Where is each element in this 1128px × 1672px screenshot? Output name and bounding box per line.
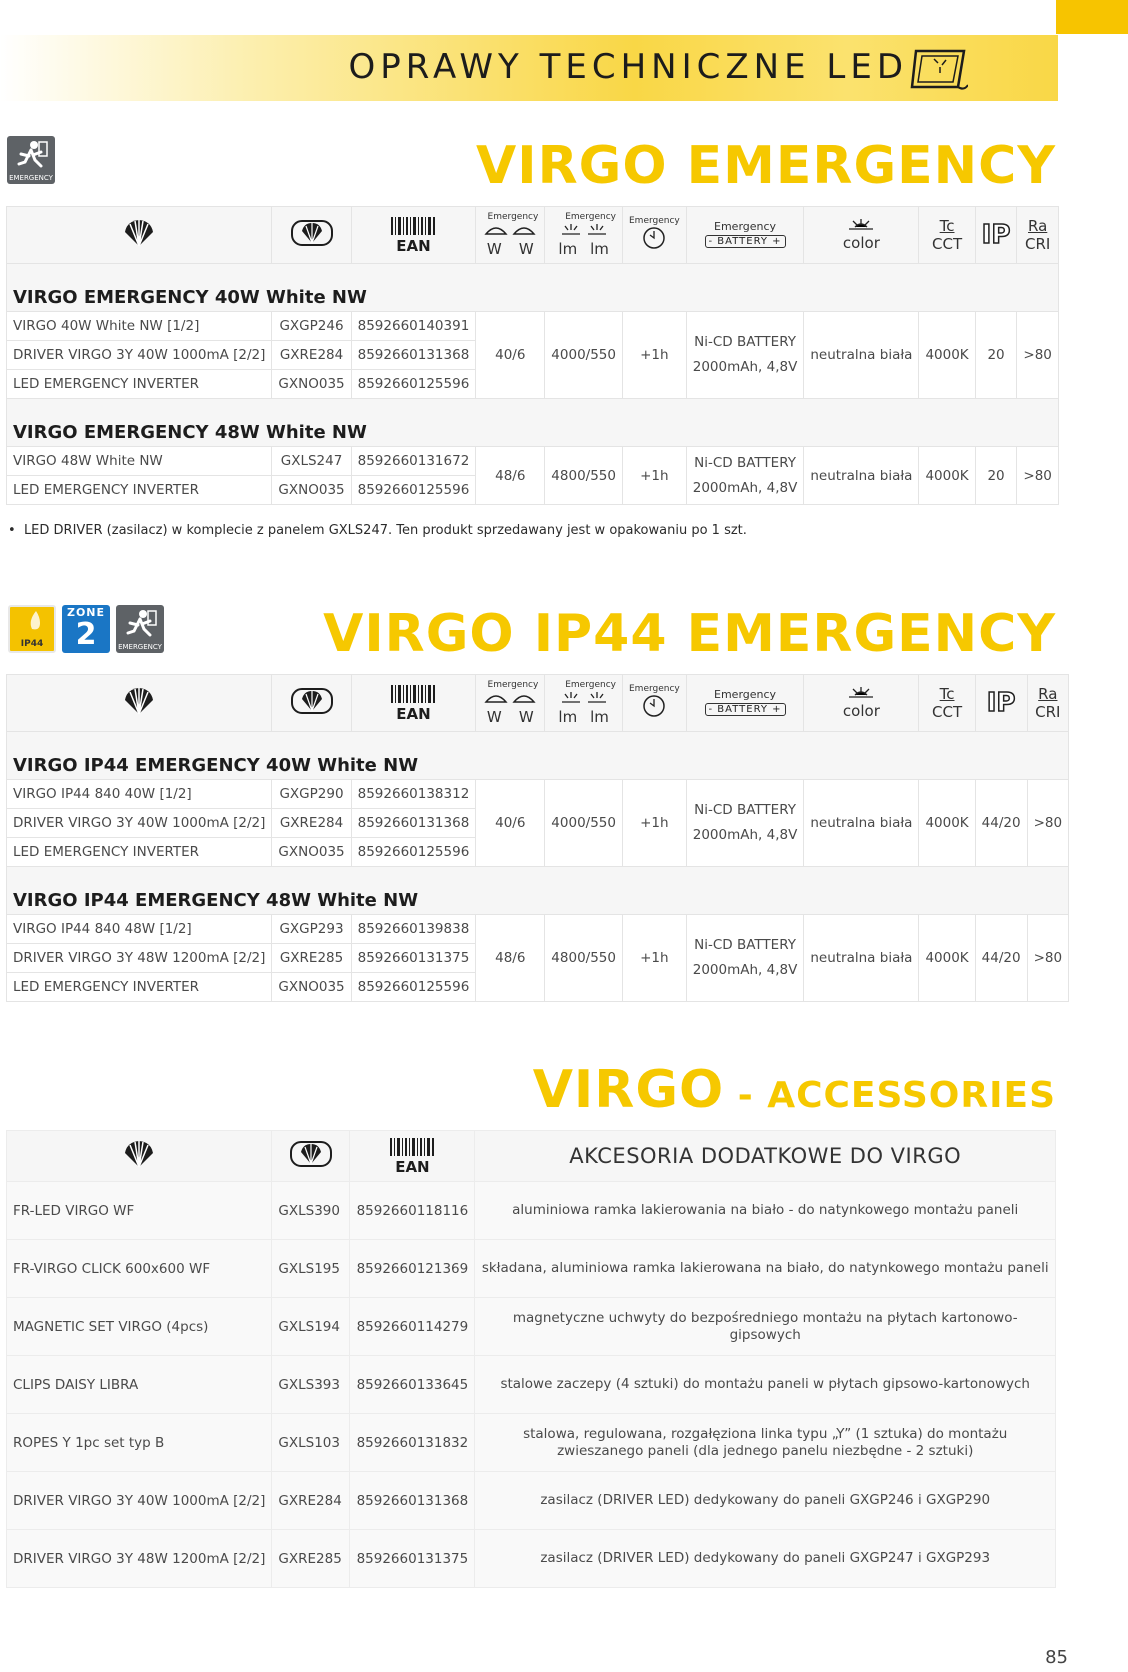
cri-value: >80 [1017,312,1059,399]
spec-table-virgo-ip44-emergency [6,674,1069,1002]
zone-word: ZONE [66,606,106,619]
lumen-value: 4800/550 [545,447,623,505]
product-description: zasilacz (DRIVER LED) dedykowany do paneli GXGP247 i GXGP293 [475,1530,1056,1588]
zone-2-badge [62,605,110,653]
shell-box-icon [290,686,334,716]
battery-value [686,780,804,867]
product-description: magnetyczne uchwyty do bezpośredniego montażu na płytach kartonowo-gipsowych [475,1298,1056,1356]
product-description: zasilacz (DRIVER LED) dedykowany do paneli GXGP246 i GXGP290 [475,1472,1056,1530]
product-code: GXLS194 [272,1298,350,1356]
sun-rays-icon [556,222,612,236]
battery-type: Ni-CD BATTERY [694,334,796,350]
table-row [7,1530,1056,1588]
product-description: stalowe zaczepy (4 sztuki) do montażu paneli w płytach gipsowo-kartonowych [475,1356,1056,1414]
time-small-label: Emergency [628,684,680,694]
col-product-code [272,207,351,264]
tc-label: Tc [939,685,955,703]
col-product-code [272,675,351,732]
color-value: neutralna biała [804,447,919,505]
product-code: GXRE284 [272,341,351,370]
product-ean: 8592660125596 [351,476,476,505]
table-row [7,1298,1056,1356]
col-time [622,675,686,732]
time-small-label: Emergency [628,216,680,226]
cct-value: 4000K [919,780,975,867]
cct-value: 4000K [919,915,975,1002]
product-name: VIRGO IP44 840 48W [1/2] [7,915,272,944]
battery-value [686,312,804,399]
ip-value: 44/20 [975,915,1027,1002]
sunrise-icon [846,218,876,230]
sunrise-icon [846,686,876,698]
product-ean: 8592660118116 [350,1182,475,1240]
power-unit-2: W [518,240,534,258]
col-cri [1027,675,1069,732]
time-value: +1h [622,780,686,867]
battery-type: Ni-CD BATTERY [694,937,796,953]
col-color [804,675,919,732]
spec-table-virgo-emergency [6,206,1059,505]
battery-small-label: Emergency [714,220,777,233]
product-code: GXRE284 [272,809,351,838]
product-code: GXLS247 [272,447,351,476]
battery-capacity: 2000mAh, 4,8V [692,359,798,375]
lamp-icon [482,222,538,236]
battery-capacity: 2000mAh, 4,8V [692,962,798,978]
lumen-value: 4000/550 [545,312,623,399]
product-code: GXLS390 [272,1182,350,1240]
ean-label: EAN [395,1158,430,1176]
page-header-title: OPRAWY TECHNICZNE LED [348,47,908,87]
battery-type: Ni-CD BATTERY [694,802,796,818]
lumen-value: 4800/550 [545,915,623,1002]
cct-value: 4000K [919,312,975,399]
section-title-virgo-accessories [533,1060,1056,1120]
product-ean: 8592660121369 [350,1240,475,1298]
product-name: VIRGO IP44 840 40W [1/2] [7,780,272,809]
col-battery [686,207,804,264]
table-row [7,1472,1056,1530]
battery-capacity: 2000mAh, 4,8V [692,827,798,843]
color-label: color [842,702,880,720]
header-banner [0,35,1058,101]
battery-value [686,447,804,505]
color-value: neutralna biała [804,312,919,399]
product-description: stalowa, regulowana, rozgałęziona linka typu „Y” (1 sztuka) do montażu zwieszanego paneli (dla jednego panelu niezbędne - 2 sztuki) [475,1414,1056,1472]
product-code: GXRE285 [272,944,351,973]
lumen-small-label: Emergency [565,212,616,222]
ean-label: EAN [396,705,431,723]
bullet-icon: • [8,523,24,538]
lumen-unit-1: lm [558,708,578,726]
group-title: VIRGO EMERGENCY 40W White NW [7,264,1059,312]
cri-value: >80 [1027,915,1069,1002]
battery-type: Ni-CD BATTERY [694,454,796,471]
accessories-header: AKCESORIA DODATKOWE DO VIRGO [475,1131,1056,1182]
table-row [7,1356,1056,1414]
battery-icon: - BATTERY + [705,703,786,716]
barcode-icon [388,1138,436,1156]
shell-icon [122,686,156,716]
time-value: +1h [622,447,686,505]
product-ean: 8592660140391 [351,312,476,341]
barcode-icon [389,685,437,703]
power-unit-2: W [518,708,534,726]
product-ean: 8592660131375 [350,1530,475,1588]
col-ean [351,675,476,732]
product-name: LED EMERGENCY INVERTER [7,476,272,505]
color-value: neutralna biała [804,915,919,1002]
product-code: GXLS103 [272,1414,350,1472]
product-description: składana, aluminiowa ramka lakierowana na biało, do natynkowego montażu paneli [475,1240,1056,1298]
product-code: GXLS195 [272,1240,350,1298]
product-name: LED EMERGENCY INVERTER [7,370,272,399]
table-row [7,780,1069,809]
col-product-name [7,1131,272,1182]
power-value: 40/6 [476,312,545,399]
product-name: DRIVER VIRGO 3Y 40W 1000mA [2/2] [7,809,272,838]
product-ean: 8592660139838 [351,915,476,944]
battery-small-label: Emergency [714,688,777,701]
col-cct [919,207,975,264]
ip-value: 20 [975,447,1017,505]
col-power [476,675,545,732]
cri-value: >80 [1017,447,1059,505]
col-ip [975,675,1027,732]
col-lumen [545,207,623,264]
clock-icon [642,694,666,718]
shell-icon [122,1139,156,1169]
table-row [7,915,1069,944]
col-color [804,207,919,264]
lamp-icon [482,690,538,704]
power-value: 48/6 [476,915,545,1002]
col-time [622,207,686,264]
table-row [7,1240,1056,1298]
cri-label: CRI [1035,703,1061,721]
battery-capacity: 2000mAh, 4,8V [692,479,798,496]
lumen-small-label: Emergency [565,680,616,690]
product-name: LED EMERGENCY INVERTER [7,838,272,867]
product-ean: 8592660125596 [351,838,476,867]
group-title: VIRGO EMERGENCY 48W White NW [7,399,1059,447]
table-row [7,1182,1056,1240]
col-ip [975,207,1017,264]
product-code: GXLS393 [272,1356,350,1414]
footnote-text: LED DRIVER (zasilacz) w komplecie z panelem GXLS247. Ten produkt sprzedawany jest w opakowaniu po 1 szt. [23,523,747,538]
product-ean: 8592660131368 [350,1472,475,1530]
accessories-table [6,1130,1056,1588]
running-man-icon [7,136,55,176]
ean-label: EAN [396,237,431,255]
product-ean: 8592660138312 [351,780,476,809]
product-description: aluminiowa ramka lakierowania na biało - do natynkowego montażu paneli [475,1182,1056,1240]
product-code: GXRE285 [272,1530,350,1588]
col-lumen [545,675,623,732]
clock-icon [642,226,666,250]
product-name: LED EMERGENCY INVERTER [7,973,272,1002]
power-unit-1: W [486,708,502,726]
product-name: DRIVER VIRGO 3Y 48W 1200mA [2/2] [7,1530,272,1588]
battery-value [686,915,804,1002]
col-cct [919,675,975,732]
group-title: VIRGO IP44 EMERGENCY 48W White NW [7,867,1069,915]
section-title-virgo-emergency: VIRGO EMERGENCY [476,136,1056,196]
ip44-label: IP44 [20,639,44,649]
lumen-unit-2: lm [590,708,609,726]
shell-box-icon [290,218,334,248]
shell-box-icon [289,1139,333,1169]
product-name: VIRGO 48W White NW [7,447,272,476]
product-code: GXRE284 [272,1472,350,1530]
sun-rays-icon [556,690,612,704]
emergency-badge-label: EMERGENCY [9,174,53,182]
table-row [7,447,1059,476]
zone-number: 2 [75,617,97,652]
ra-label: Ra [1028,217,1048,235]
product-code: GXNO035 [272,370,351,399]
water-drop-icon [10,607,54,637]
product-ean: 8592660131375 [351,944,476,973]
time-value: +1h [622,312,686,399]
product-name: FR-LED VIRGO WF [7,1182,272,1240]
product-ean: 8592660133645 [350,1356,475,1414]
product-ean: 8592660131832 [350,1414,475,1472]
ip44-badge [8,605,56,653]
section-title-virgo-ip44-emergency: VIRGO IP44 EMERGENCY [323,604,1056,664]
ip-label: IP [981,220,1011,250]
emergency-badge [116,605,164,653]
col-ean [351,207,476,264]
footnote [8,523,747,538]
tc-label: Tc [939,217,955,235]
power-value: 48/6 [476,447,545,505]
power-small-label: Emergency [487,680,539,690]
product-name: VIRGO 40W White NW [1/2] [7,312,272,341]
product-code: GXGP290 [272,780,351,809]
product-ean: 8592660131368 [351,809,476,838]
barcode-icon [389,217,437,235]
col-ean [350,1131,475,1182]
ip-value: 44/20 [975,780,1027,867]
power-small-label: Emergency [487,212,539,222]
product-ean: 8592660114279 [350,1298,475,1356]
product-ean: 8592660131368 [351,341,476,370]
running-man-icon [116,605,164,645]
product-code: GXNO035 [272,838,351,867]
lumen-unit-1: lm [558,240,578,258]
power-value: 40/6 [476,780,545,867]
page-number: 85 [1045,1647,1068,1668]
product-code: GXGP246 [272,312,351,341]
table-row [7,312,1059,341]
emergency-badge-label: EMERGENCY [118,643,162,651]
product-name: CLIPS DAISY LIBRA [7,1356,272,1414]
emergency-badge [7,136,55,184]
power-unit-1: W [486,240,502,258]
product-ean: 8592660125596 [351,973,476,1002]
product-name: DRIVER VIRGO 3Y 48W 1200mA [2/2] [7,944,272,973]
col-product-name [7,207,272,264]
col-battery [686,675,804,732]
product-name: DRIVER VIRGO 3Y 40W 1000mA [2/2] [7,1472,272,1530]
ip-label: IP [986,688,1016,718]
product-name: DRIVER VIRGO 3Y 40W 1000mA [2/2] [7,341,272,370]
corner-accent [1056,0,1128,34]
col-product-code [272,1131,350,1182]
product-name: ROPES Y 1pc set typ B [7,1414,272,1472]
lumen-value: 4000/550 [545,780,623,867]
product-code: GXNO035 [272,973,351,1002]
group-title: VIRGO IP44 EMERGENCY 40W White NW [7,732,1069,780]
cri-value: >80 [1027,780,1069,867]
table-row [7,1414,1056,1472]
product-code: GXNO035 [272,476,351,505]
ip-value: 20 [975,312,1017,399]
color-value: neutralna biała [804,780,919,867]
product-ean: 8592660125596 [351,370,476,399]
ra-label: Ra [1038,685,1058,703]
product-name: MAGNETIC SET VIRGO (4pcs) [7,1298,272,1356]
panel-light-icon [910,43,968,93]
accessories-title-sub: - ACCESSORIES [724,1075,1056,1116]
cct-label: CCT [932,703,963,721]
lumen-unit-2: lm [590,240,609,258]
accessories-title-main: VIRGO [532,1060,725,1120]
cri-label: CRI [1024,235,1051,253]
product-name: FR-VIRGO CLICK 600x600 WF [7,1240,272,1298]
time-value: +1h [622,915,686,1002]
product-ean: 8592660131672 [351,447,476,476]
product-code: GXGP293 [272,915,351,944]
cct-value: 4000K [919,447,975,505]
col-cri [1017,207,1059,264]
cct-label: CCT [932,235,963,253]
col-power [476,207,545,264]
battery-icon: - BATTERY + [705,235,786,248]
shell-icon [122,218,156,248]
color-label: color [842,234,880,252]
col-product-name [7,675,272,732]
